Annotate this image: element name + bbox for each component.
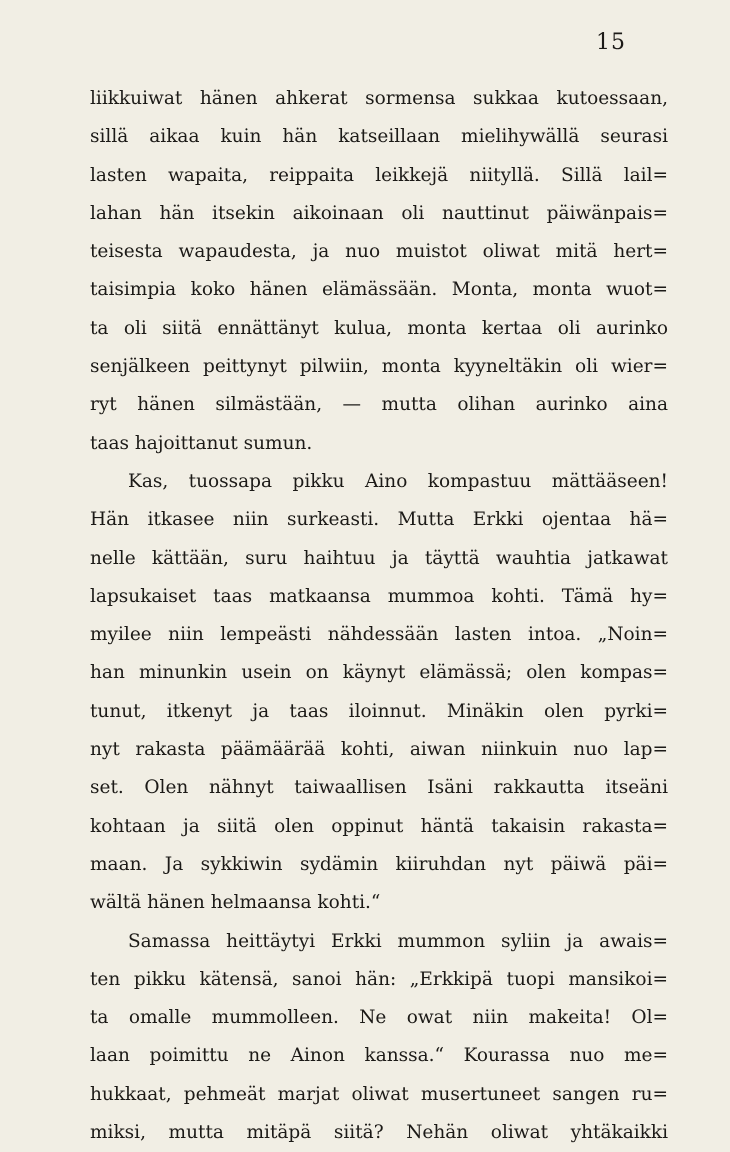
body-text bbox=[90, 80, 668, 1152]
text-line: Hän itkasee niin surkeasti. Mutta Erkki ojentaa hä= bbox=[90, 509, 668, 531]
text-line: ten pikku kätensä, sanoi hän: „Erkkipä tuopi mansikoi= bbox=[90, 968, 668, 990]
text-line: kohtaan ja siitä olen oppinut häntä takaisin rakasta= bbox=[90, 815, 668, 837]
text-line: Samassa heittäytyi Erkki mummon syliin ja awais= bbox=[128, 930, 668, 952]
text-line: laan poimittu ne Ainon kanssa.“ Kourassa nuo me= bbox=[90, 1045, 668, 1067]
text-line: ta omalle mummolleen. Ne owat niin makeita! Ol= bbox=[90, 1007, 668, 1029]
text-line: lahan hän itsekin aikoinaan oli nauttinut päiwänpais= bbox=[90, 202, 668, 224]
text-line: myilee niin lempeästi nähdessään lasten intoa. „Noin= bbox=[90, 624, 668, 646]
text-line: maan. Ja sykkiwin sydämin kiiruhdan nyt päiwä päi= bbox=[90, 853, 668, 875]
text-line: hukkaat, pehmeät marjat oliwat musertuneet sangen ru= bbox=[90, 1083, 668, 1105]
text-line: teisesta wapaudesta, ja nuo muistot oliwat mitä hert= bbox=[90, 241, 668, 263]
text-line: lapsukaiset taas matkaansa mummoa kohti. Tämä hy= bbox=[90, 585, 668, 607]
text-line: tunut, itkenyt ja taas iloinnut. Minäkin olen pyrki= bbox=[90, 700, 668, 722]
text-line: liikkuiwat hänen ahkerat sormensa sukkaa kutoessaan, bbox=[90, 88, 668, 109]
text-line: nyt rakasta päämäärää kohti, aiwan niinkuin nuo lap= bbox=[90, 739, 668, 761]
text-line: ryt hänen silmästään, — mutta olihan aurinko aina bbox=[90, 394, 668, 416]
text-line: taisimpia koko hänen elämässään. Monta, monta wuot= bbox=[90, 279, 668, 301]
text-line: miksi, mutta mitäpä siitä? Nehän oliwat yhtäkaikki bbox=[90, 1122, 668, 1144]
text-line: Kas, tuossapa pikku Aino kompastuu mättääseen! bbox=[128, 470, 668, 492]
text-line: senjälkeen peittynyt pilwiin, monta kyyneltäkin oli wier= bbox=[90, 356, 668, 378]
text-line: han minunkin usein on käynyt elämässä; olen kompas= bbox=[90, 662, 668, 684]
text-line: set. Olen nähnyt taiwaallisen Isäni rakkautta itseäni bbox=[90, 777, 668, 799]
text-line: wältä hänen helmaansa kohti.“ bbox=[90, 892, 381, 914]
text-line: ta oli siitä ennättänyt kulua, monta kertaa oli aurinko bbox=[90, 317, 668, 339]
text-line: nelle kättään, suru haihtuu ja täyttä wauhtia jatkawat bbox=[90, 547, 668, 569]
text-line: taas hajoittanut sumun. bbox=[90, 432, 313, 454]
text-line: lasten wapaita, reippaita leikkejä niityllä. Sillä lail= bbox=[90, 164, 668, 186]
text-line: sillä aikaa kuin hän katseillaan mielihywällä seurasi bbox=[90, 126, 668, 148]
page-number: 15 bbox=[596, 30, 626, 55]
